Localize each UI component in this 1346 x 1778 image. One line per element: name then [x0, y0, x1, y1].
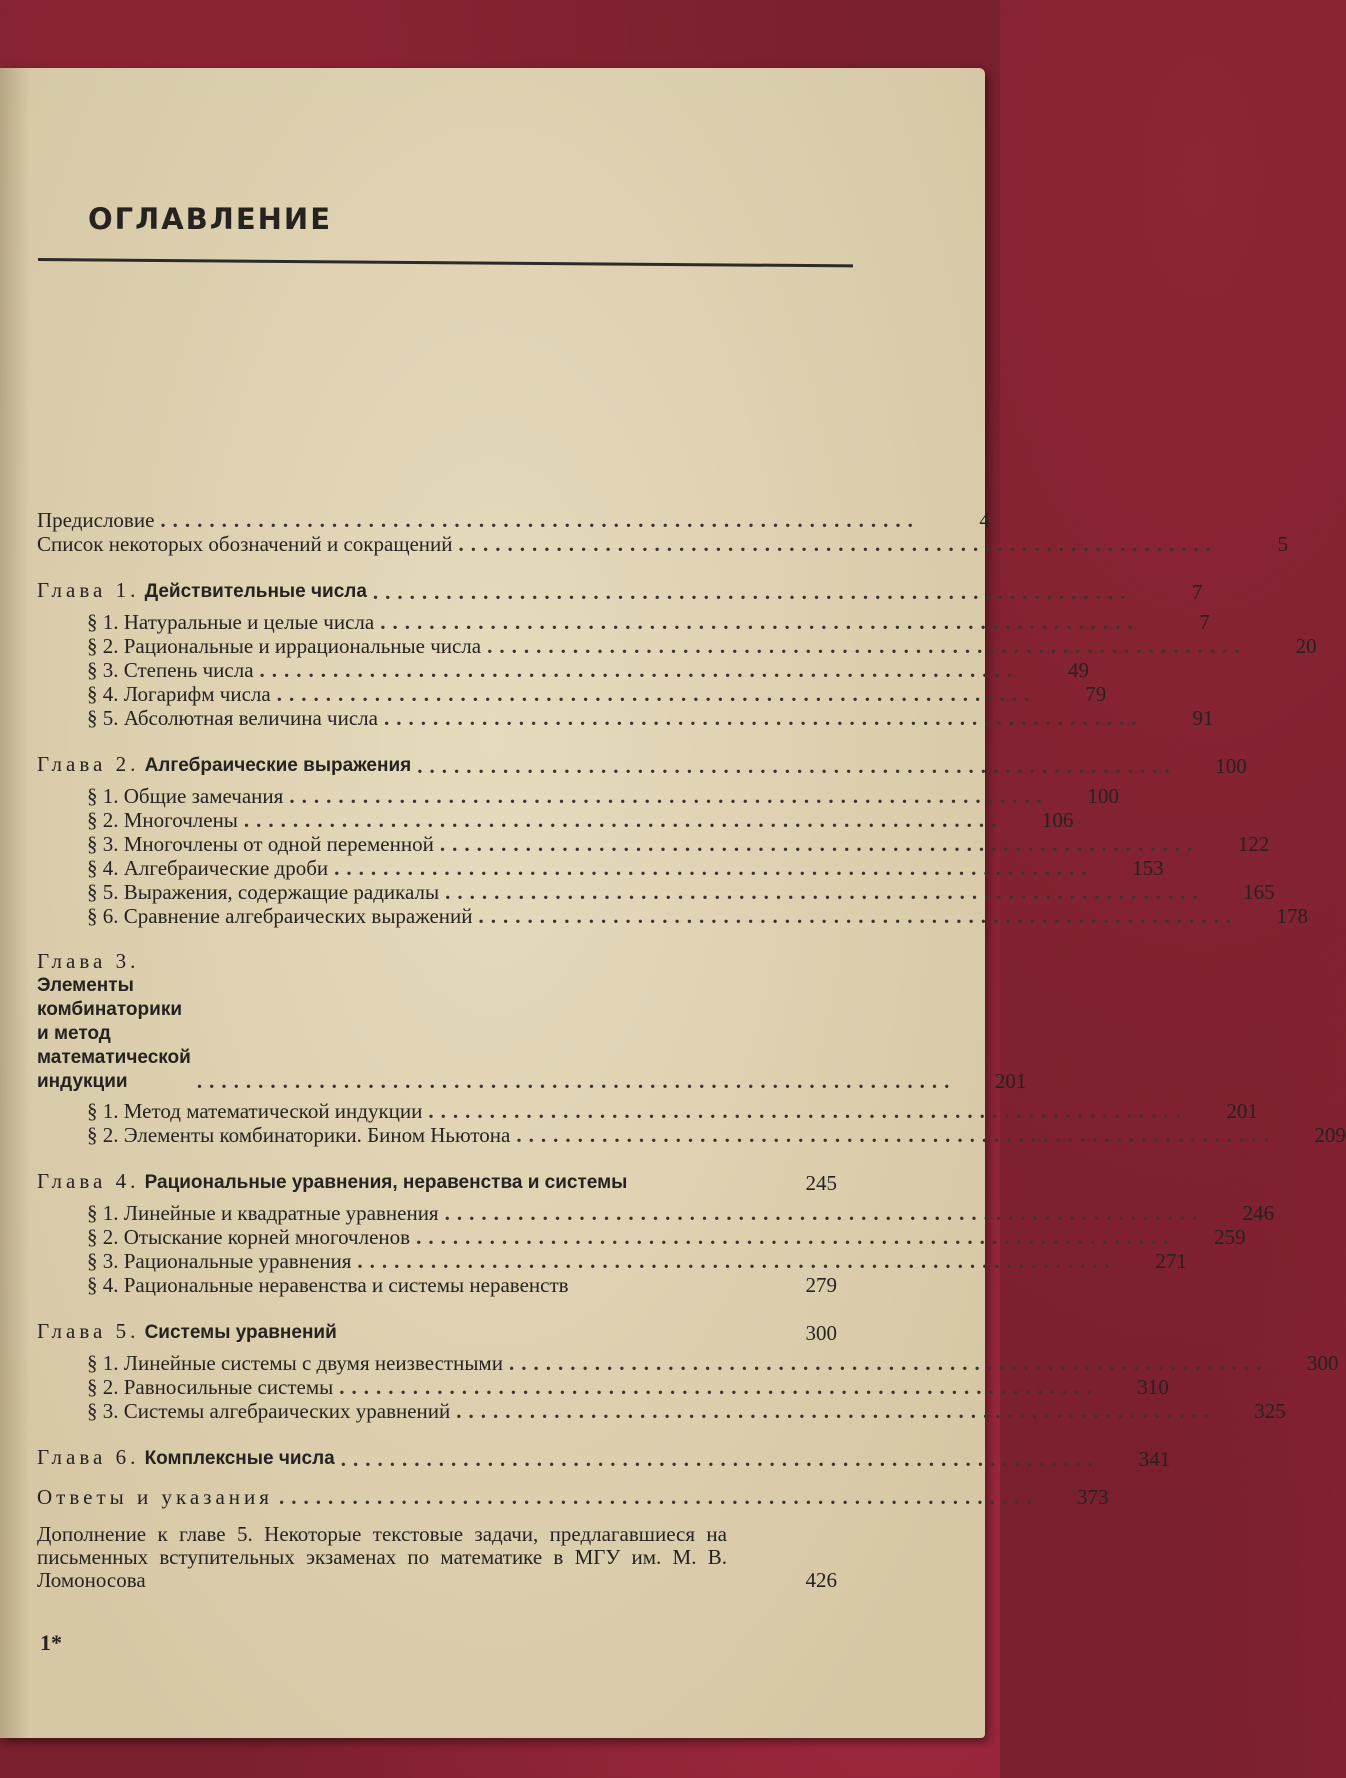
- chapter-title: Рациональные уравнения, неравенства и системы: [144, 1172, 628, 1193]
- section-number: § 4.: [87, 682, 119, 706]
- toc-section: [37, 880, 1275, 904]
- section-number: § 1.: [87, 1099, 119, 1123]
- page-number: 79: [1085, 682, 1107, 706]
- section-title: Рациональные и иррациональные числа: [123, 634, 482, 658]
- leader-dots: ..............................................................: [416, 1225, 1176, 1249]
- leader-dots: ..............................................................: [259, 658, 1020, 682]
- section-title: Рациональные уравнения: [123, 1249, 352, 1273]
- section-number: § 5.: [87, 706, 119, 730]
- section-title: Логарифм числа: [123, 682, 271, 706]
- chapter-title: Системы уравнений: [144, 1322, 337, 1343]
- section-number: § 3.: [87, 832, 119, 856]
- toc-section: [37, 634, 1317, 658]
- toc-section: [37, 1399, 1286, 1423]
- leader-dots: ..............................................................: [487, 634, 1247, 658]
- section-number: § 2.: [87, 1225, 119, 1249]
- chapter-label: Глава 1.: [37, 578, 140, 602]
- page-number: 165: [1243, 880, 1275, 904]
- toc-section: [37, 832, 1270, 856]
- section-number: § 3.: [87, 1249, 119, 1273]
- toc-entry-preface: [37, 508, 990, 532]
- section-title: Выражения, содержащие радикалы: [123, 880, 440, 904]
- chapter-title: Действительные числа: [144, 581, 367, 602]
- leader-dots: ..............................................................: [196, 1069, 957, 1093]
- leader-dots: ..............................................................: [445, 880, 1205, 904]
- section-title: Сравнение алгебраических выражений: [123, 904, 473, 928]
- page-number: 201: [994, 1069, 1027, 1093]
- leader-dots: ..............................................................: [276, 682, 1037, 706]
- section-number: § 4.: [87, 856, 119, 880]
- toc-section: [37, 682, 1107, 706]
- page-number: 7: [1199, 610, 1210, 634]
- page-number: 100: [1215, 754, 1247, 778]
- page-number: 373: [1076, 1485, 1109, 1509]
- toc-chapter-1: [37, 578, 1203, 604]
- chapter-title: Комплексные числа: [144, 1448, 335, 1469]
- leader-dots: ..............................................................: [380, 610, 1140, 634]
- toc-entry-notation: [37, 532, 1289, 556]
- leader-dots: ..............................................................: [508, 1351, 1269, 1375]
- leader-dots: ..............................................................: [444, 1201, 1205, 1225]
- section-title: Натуральные и целые числа: [123, 610, 375, 634]
- page-number: 153: [1132, 856, 1164, 880]
- section-number: § 3.: [87, 1399, 119, 1423]
- toc-chapter-4: [37, 1169, 837, 1195]
- leader-dots: ..............................................................: [339, 1375, 1099, 1399]
- entry-title: Ответы и указания: [37, 1485, 273, 1509]
- section-title: Отыскание корней многочленов: [123, 1225, 411, 1249]
- toc-section: [37, 1273, 837, 1297]
- section-title: Общие замечания: [123, 784, 284, 808]
- section-number: § 2.: [87, 808, 119, 832]
- page-number: 201: [1226, 1099, 1258, 1123]
- toc-section: [37, 1099, 1258, 1123]
- toc-section: [37, 856, 1164, 880]
- book-page: [0, 68, 1346, 1738]
- leader-dots: ..............................................................: [357, 1249, 1117, 1273]
- section-number: § 1.: [87, 1201, 119, 1225]
- toc-section: [37, 658, 1090, 682]
- page-number: 7: [1191, 580, 1203, 604]
- leader-dots: ..............................................................: [289, 784, 1049, 808]
- chapter-label: Глава 5.: [37, 1319, 140, 1343]
- leader-dots: ..............................................................: [334, 856, 1094, 880]
- section-number: § 6.: [87, 904, 119, 928]
- section-number: § 3.: [87, 658, 119, 682]
- toc-section: [37, 1225, 1246, 1249]
- section-number: § 2.: [87, 1375, 119, 1399]
- page-number: 91: [1192, 706, 1214, 730]
- page-number: 271: [1155, 1249, 1187, 1273]
- page-number: 178: [1276, 904, 1309, 928]
- page-number: 279: [805, 1273, 837, 1297]
- entry-title: Дополнение к главе 5. Некоторые текстовые задачи, предлагавшиеся на письменных вступительных экзаменах по математике в МГУ им. М. В. Ломоносова: [37, 1522, 727, 1592]
- page-number: 300: [1306, 1351, 1339, 1375]
- toc-section: [37, 1375, 1169, 1399]
- section-title: Метод математической индукции: [123, 1099, 423, 1123]
- section-title: Алгебраические дроби: [123, 856, 329, 880]
- table-of-contents: [37, 508, 1346, 1592]
- toc-section: [37, 1351, 1339, 1375]
- leader-dots: ..............................................................: [243, 808, 1004, 832]
- page-number: 122: [1237, 832, 1270, 856]
- toc-section: [37, 784, 1119, 808]
- leader-dots: ..............................................................: [278, 1485, 1039, 1509]
- chapter-title: Алгебраические выражения: [144, 755, 412, 776]
- page-title: ОГЛАВЛЕНИЕ: [88, 202, 333, 236]
- toc-chapter-5: [37, 1319, 837, 1345]
- toc-section: [37, 1201, 1275, 1225]
- section-number: § 1.: [87, 1351, 119, 1375]
- signature-mark: 1*: [40, 1630, 62, 1655]
- entry-title: Предисловие: [37, 508, 155, 532]
- page-number: 49: [1068, 658, 1090, 682]
- toc-section: [37, 706, 1214, 730]
- leader-dots: ..............................................................: [340, 1447, 1101, 1471]
- section-title: Линейные системы с двумя неизвестными: [123, 1351, 503, 1375]
- toc-section: [37, 1249, 1187, 1273]
- section-number: § 1.: [87, 784, 119, 808]
- page-number: 341: [1138, 1447, 1171, 1471]
- chapter-title: Элементы комбинаторики и метод математической индукции: [37, 975, 191, 1092]
- page-number: 209: [1314, 1123, 1346, 1147]
- section-title: Системы алгебраических уравнений: [123, 1399, 451, 1423]
- page-number: 325: [1254, 1399, 1286, 1423]
- toc-chapter-2: [37, 752, 1247, 778]
- leader-dots: ..............................................................: [516, 1123, 1276, 1147]
- section-number: § 1.: [87, 610, 119, 634]
- leader-dots: ..............................................................: [417, 754, 1177, 778]
- chapter-label: Глава 6.: [37, 1445, 140, 1469]
- section-title: Степень числа: [123, 658, 254, 682]
- toc-entry-appendix: [37, 1523, 837, 1592]
- section-title: Элементы комбинаторики. Бином Ньютона: [123, 1123, 511, 1147]
- toc-entry-answers: [37, 1485, 1109, 1509]
- page-number: 4: [979, 508, 990, 532]
- title-rule: [38, 258, 853, 267]
- page-number: 300: [805, 1321, 837, 1345]
- chapter-label: Глава 4.: [37, 1169, 140, 1193]
- section-title: Абсолютная величина числа: [123, 706, 378, 730]
- section-title: Линейные и квадратные уравнения: [123, 1201, 439, 1225]
- leader-dots: ..............................................................: [372, 580, 1133, 604]
- page-number: 310: [1137, 1375, 1169, 1399]
- leader-dots: ..............................................................: [383, 706, 1144, 730]
- toc-section: [37, 610, 1210, 634]
- toc-chapter-6: [37, 1445, 1171, 1471]
- section-number: § 5.: [87, 880, 119, 904]
- section-number: § 2.: [87, 1123, 119, 1147]
- leader-dots: ..............................................................: [428, 1099, 1188, 1123]
- section-title: Рациональные неравенства и системы неравенств: [123, 1273, 569, 1297]
- page-number: 245: [805, 1171, 837, 1195]
- toc-chapter-3: [37, 949, 1027, 1093]
- section-title: Многочлены: [123, 808, 238, 832]
- page-number: 246: [1242, 1201, 1275, 1225]
- page-number: 106: [1041, 808, 1074, 832]
- page-number: 5: [1277, 532, 1289, 556]
- entry-title: Список некоторых обозначений и сокращений: [37, 532, 453, 556]
- toc-section: [37, 808, 1074, 832]
- leader-dots: ..............................................................: [439, 832, 1200, 856]
- chapter-label: Глава 2.: [37, 752, 140, 776]
- section-title: Многочлены от одной переменной: [123, 832, 434, 856]
- page-number: 426: [805, 1568, 837, 1592]
- page-number: 20: [1295, 634, 1317, 658]
- toc-section: [37, 904, 1309, 928]
- section-number: § 2.: [87, 634, 119, 658]
- page-number: 100: [1087, 784, 1119, 808]
- toc-section: [37, 1123, 1346, 1147]
- section-title: Равносильные системы: [123, 1375, 334, 1399]
- chapter-label: Глава 3.: [37, 949, 140, 973]
- leader-dots: ..............................................................: [456, 1399, 1216, 1423]
- leader-dots: ..............................................................: [478, 904, 1239, 928]
- leader-dots: ..............................................................: [458, 532, 1219, 556]
- page-number: 259: [1214, 1225, 1246, 1249]
- leader-dots: ..............................................................: [160, 508, 920, 532]
- section-number: § 4.: [87, 1273, 119, 1297]
